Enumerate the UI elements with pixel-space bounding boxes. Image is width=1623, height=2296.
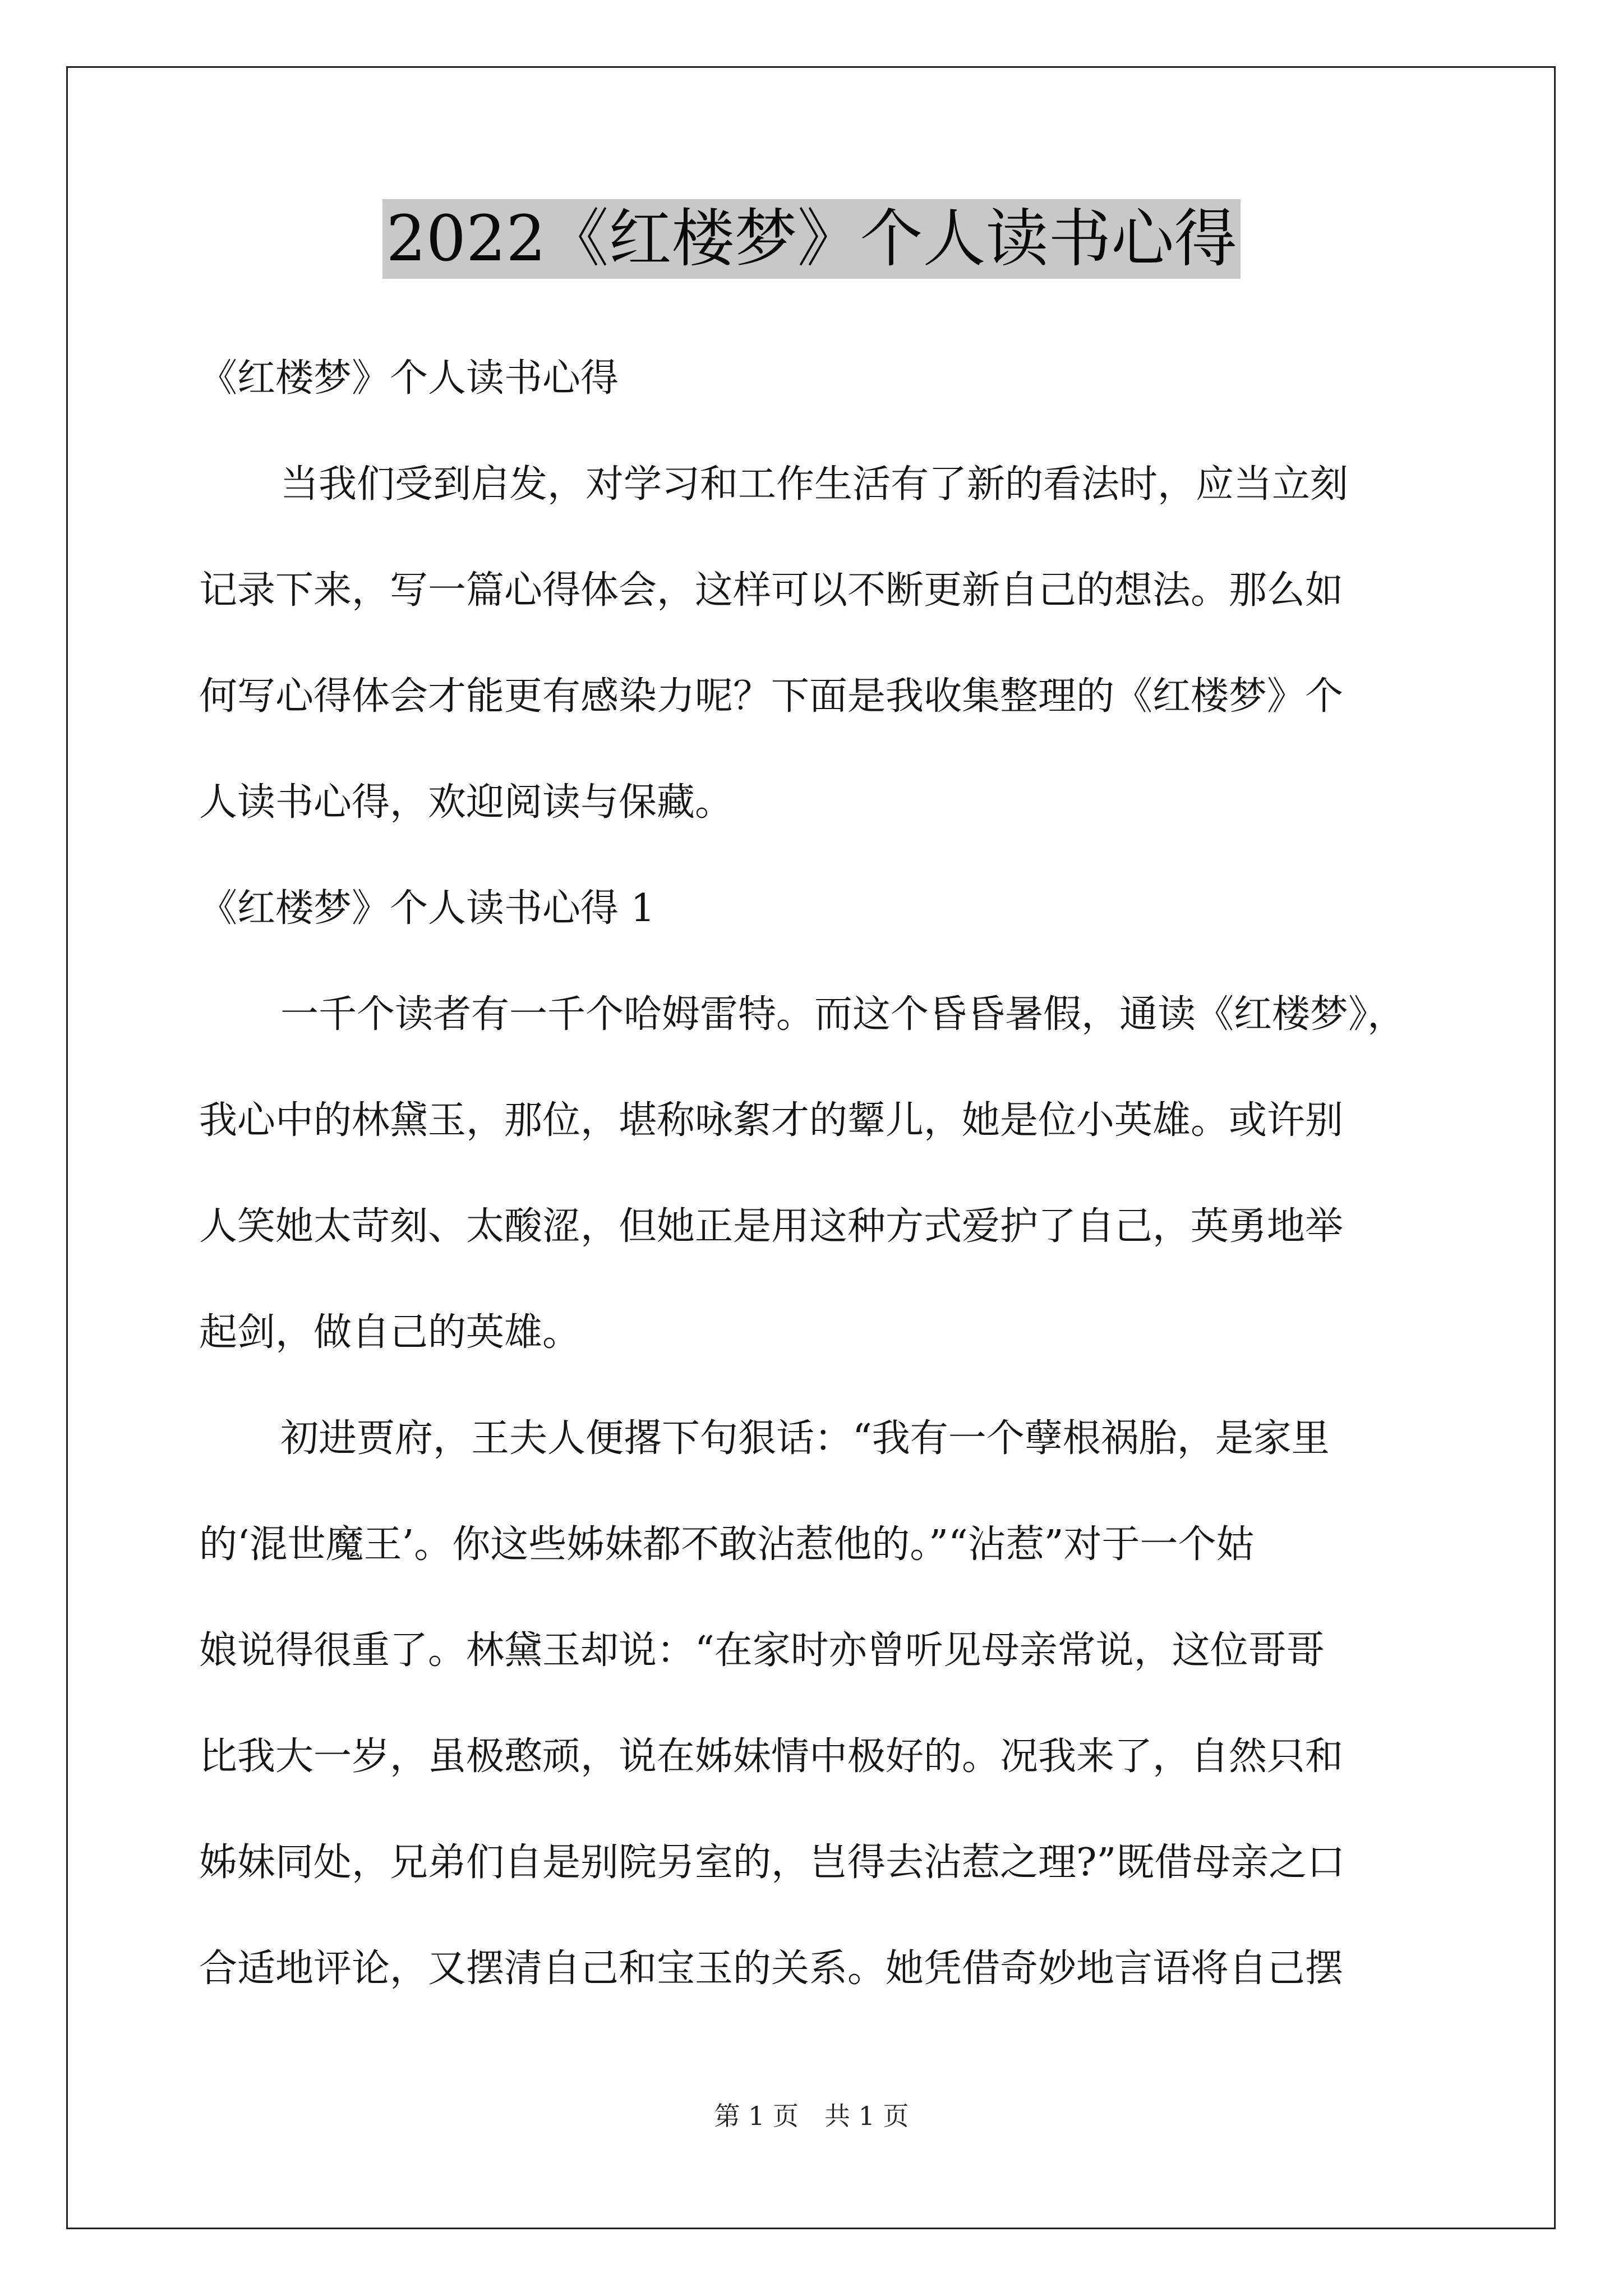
- title-container: [0, 199, 1623, 279]
- paragraph-line: 合适地评论，又摆清自己和宝玉的关系。她凭借奇妙地言语将自己摆: [199, 1947, 1344, 1991]
- paragraph-line: 记录下来，写一篇心得体会，这样可以不断更新自己的想法。那么如: [199, 568, 1344, 613]
- paragraph-line: 比我大一岁，虽极憨顽，说在姊妹情中极好的。况我来了，自然只和: [199, 1734, 1344, 1779]
- paragraph-line: 的‘混世魔王’。你这些姊妹都不敢沾惹他的。”“沾惹”对于一个姑: [199, 1522, 1255, 1567]
- paragraph-line: 姊妹同处，兄弟们自是别院另室的，岂得去沾惹之理?”既借母亲之口: [199, 1841, 1345, 1885]
- paragraph-line: 起剑，做自己的英雄。: [199, 1310, 581, 1355]
- paragraph-line: 人笑她太苛刻、太酸涩，但她正是用这种方式爱护了自己，英勇地举: [199, 1204, 1344, 1249]
- page-number-footer: 第 1 页 共 1 页: [714, 2101, 909, 2131]
- paragraph-line: 我心中的林黛玉，那位，堪称咏絮才的颦儿，她是位小英雄。或许别: [199, 1098, 1344, 1143]
- paragraph-line: 一千个读者有一千个哈姆雷特。而这个昏昏暑假，通读《红楼梦》，: [280, 992, 1406, 1037]
- paragraph-line: 初进贾府，王夫人便撂下句狠话：“我有一个孽根祸胎，是家里: [280, 1416, 1330, 1461]
- paragraph-line: 娘说得很重了。林黛玉却说：“在家时亦曾听见母亲常说，这位哥哥: [199, 1628, 1325, 1673]
- paragraph-line: 当我们受到启发，对学习和工作生活有了新的看法时，应当立刻: [280, 462, 1349, 507]
- paragraph-line: 何写心得体会才能更有感染力呢？下面是我收集整理的《红楼梦》个: [199, 674, 1344, 719]
- document-title: 2022《红楼梦》个人读书心得: [382, 199, 1240, 279]
- section-heading: 《红楼梦》个人读书心得 1: [199, 886, 655, 931]
- paragraph-line: 人读书心得，欢迎阅读与保藏。: [199, 780, 734, 825]
- section-heading: 《红楼梦》个人读书心得: [199, 356, 619, 401]
